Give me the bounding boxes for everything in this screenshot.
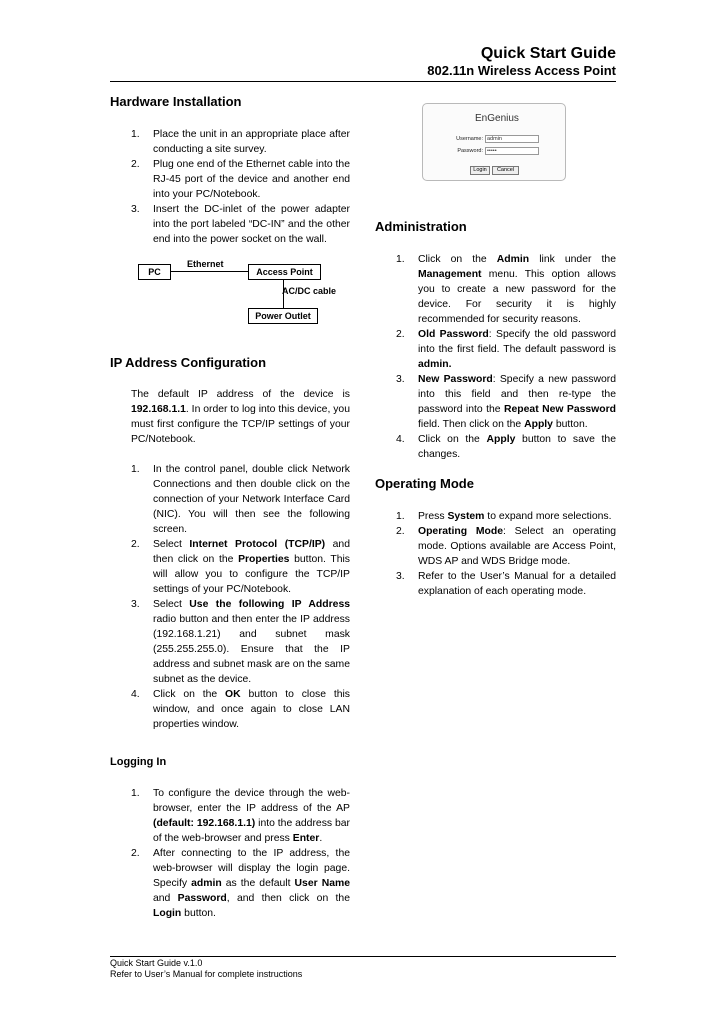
list-item: 3. Select Use the following IP Address radio button and then enter the IP address (192.168.1.21) and subnet mask (255.255.255.0). Ensure that the IP address and subnet mask are on the same subnet as the device. [131, 599, 351, 685]
ip-heading: IP Address Configuration [110, 355, 267, 370]
list-item: 1. In the control panel, double click Network Connections and then double click on the connection of your Network Interface Card (NIC). You will then see the following screen. [131, 464, 350, 535]
list-item: 1. Place the unit in an appropriate place after conducting a site survey. [131, 129, 350, 155]
cancel-button: Cancel [492, 166, 519, 175]
ethernet-label: Ethernet [187, 259, 224, 269]
login-screenshot [422, 103, 566, 181]
password-field: ••••• [485, 147, 539, 155]
login-heading: Logging In [110, 756, 167, 768]
left-column [110, 94, 350, 921]
login-button: Login [470, 166, 490, 175]
list-item: 4. Click on the OK button to close this window, and once again to close LAN properties window. [131, 689, 350, 730]
opmode-heading: Operating Mode [375, 476, 474, 491]
list-item: 3. New Password: Specify a new password into this field and then re-type the password into the Repeat New Password field. Then click on the Apply button. [396, 374, 617, 430]
password-label: Password: [457, 148, 483, 154]
username-label: Username: [456, 136, 483, 142]
list-item: 2. Old Password: Specify the old password into the first field. The default password is admin. [396, 329, 616, 370]
admin-heading: Administration [375, 219, 467, 234]
page-title: Quick Start Guide [480, 45, 616, 62]
hardware-diagram [138, 256, 350, 330]
page-header [110, 44, 616, 79]
brand-logo: EnGenius [475, 113, 519, 124]
footer-divider [110, 956, 616, 957]
opmode-steps [375, 509, 616, 599]
list-item: 1. Press System to expand more selections. [396, 511, 612, 522]
pc-box: PC [138, 264, 171, 280]
list-item: 1. Click on the Admin link under the Management menu. This option allows you to create a new password for the device. For security it is highly recommended for security reasons. [396, 254, 616, 325]
page-footer [110, 958, 302, 980]
hardware-heading: Hardware Installation [110, 94, 242, 109]
list-item: 3. Refer to the User’s Manual for a detailed explanation of each operating mode. [396, 571, 616, 597]
footer-version: Quick Start Guide v.1.0 [110, 958, 203, 968]
list-item: 2. Plug one end of the Ethernet cable into the RJ-45 port of the device and another end into your PC/Notebook. [131, 159, 350, 200]
access-point-box: Access Point [248, 264, 321, 280]
list-item: 3. Insert the DC-inlet of the power adapter into the port labeled “DC-IN” and the other end into the power socket on the wall. [131, 204, 350, 245]
ip-steps [110, 462, 350, 732]
ip-intro: The default IP address of the device is 192.168.1.1. In order to log into this device, you must first configure the TCP/IP settings of your PC/Notebook. [131, 389, 350, 445]
hardware-steps [110, 127, 350, 247]
admin-steps [375, 252, 616, 462]
list-item: 2. Select Internet Protocol (TCP/IP) and then click on the Properties button. This will allow you to configure the TCP/IP settings of your PC/Notebook. [131, 539, 350, 595]
username-field: admin [485, 135, 539, 143]
list-item: 2. After connecting to the IP address, the web-browser will display the login page. Specify admin as the default User Name and Password, and then click on the Login button. [131, 848, 350, 919]
list-item: 4. Click on the Apply button to save the changes. [396, 434, 616, 460]
power-outlet-box: Power Outlet [248, 308, 318, 324]
page-subtitle: 802.11n Wireless Access Point [427, 63, 616, 78]
list-item: 1. To configure the device through the web-browser, enter the IP address of the AP (default: 192.168.1.1) into the address bar of the web-browser and press Enter. [131, 788, 351, 844]
ethernet-line [171, 271, 248, 272]
right-column [375, 100, 616, 599]
login-steps [110, 786, 350, 921]
list-item: 2. Operating Mode: Select an operating mode. Options available are Access Point, WDS AP and WDS Bridge mode. [396, 526, 617, 567]
header-divider [110, 81, 616, 82]
acdc-label: AC/DC cable [282, 286, 337, 296]
footer-note: Refer to User’s Manual for complete instructions [110, 969, 303, 979]
